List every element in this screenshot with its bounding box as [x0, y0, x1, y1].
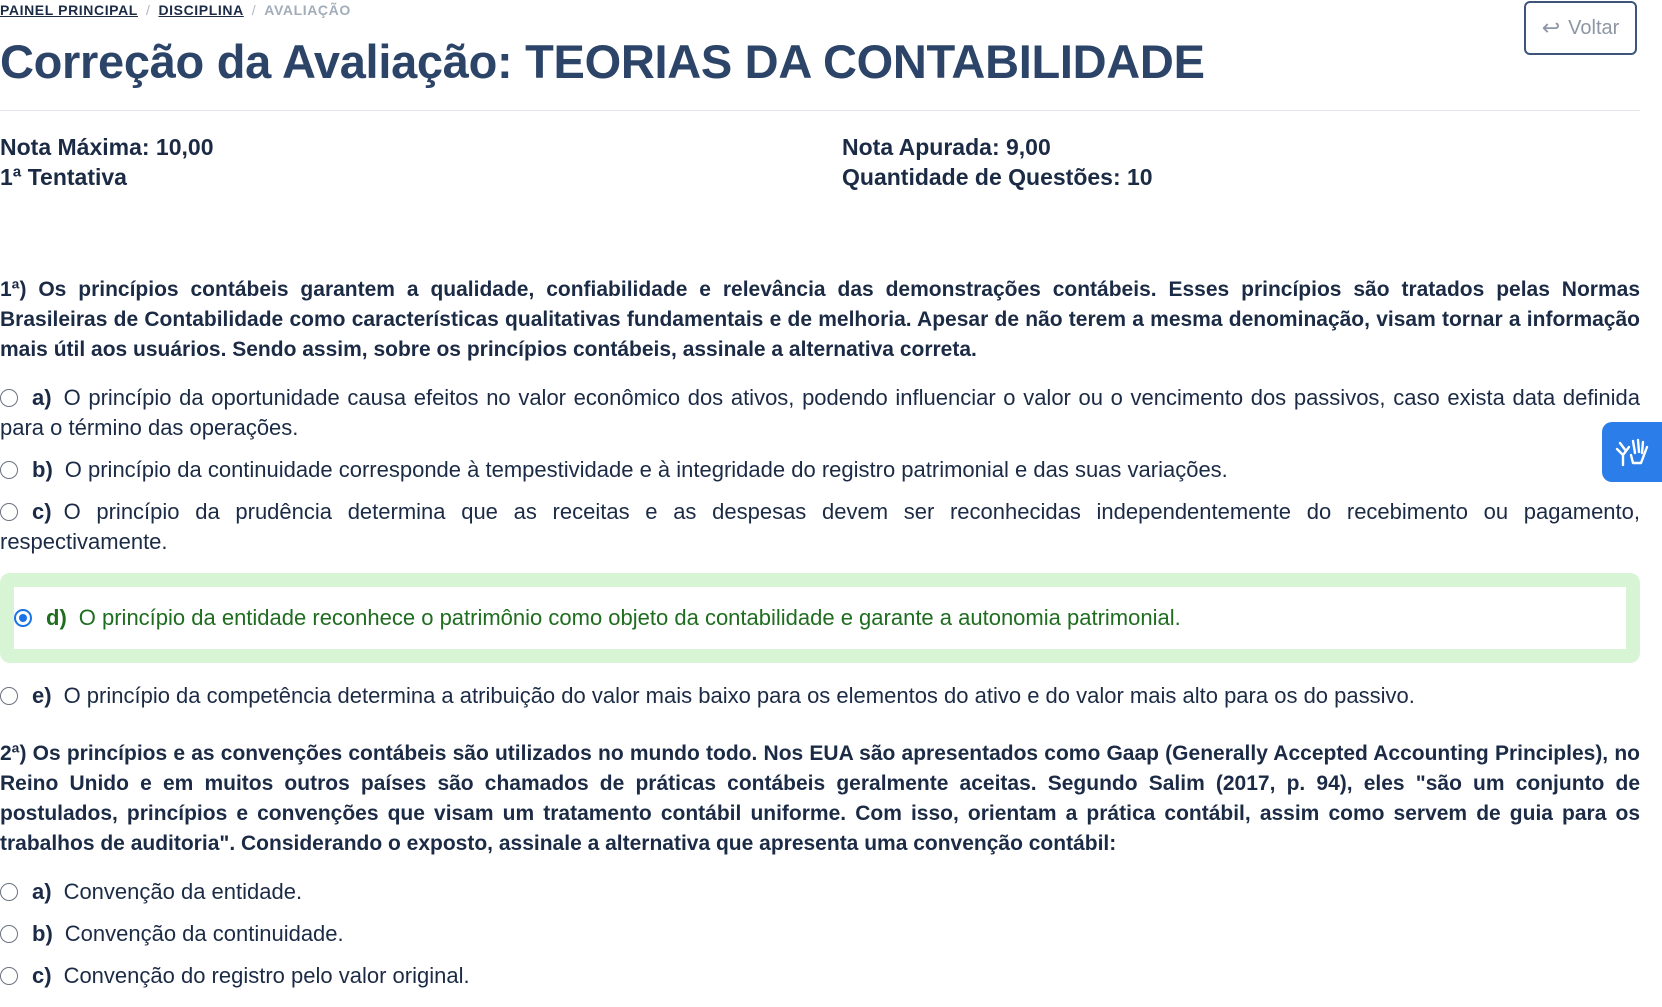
max-grade: Nota Máxima: 10,00	[0, 134, 214, 160]
option-a[interactable]	[0, 877, 1640, 907]
radio-button[interactable]	[0, 925, 18, 943]
question-text: 1ª) Os princípios contábeis garantem a qualidade, confiabilidade e relevância das demonstrações contábeis. Esses princípios são tratados pelas Normas Brasileiras de Contabilidade como características qualitativas fundamentais e de melhoria. Apesar de não terem a mesma denominação, visam tornar a informação mais útil aos usuários. Sendo assim, sobre os princípios contábeis, assinale a alternativa correta.	[0, 278, 1640, 361]
option-letter: a)	[32, 879, 52, 904]
option-letter: c)	[32, 499, 52, 524]
option-text: Convenção da entidade.	[63, 879, 303, 904]
option-letter: d)	[46, 605, 67, 630]
summary-right	[842, 132, 1153, 192]
option-b[interactable]	[0, 455, 1640, 485]
option-a[interactable]	[0, 383, 1640, 443]
option-c[interactable]	[0, 497, 1640, 557]
option-e[interactable]	[0, 681, 1640, 711]
attempt-number: 1ª Tentativa	[0, 164, 127, 190]
summary-left	[0, 132, 213, 192]
questions-list	[0, 275, 1640, 1003]
option-text: O princípio da prudência determina que as receitas e as despesas devem ser reconhecidas independentemente do recebimento ou pagamento, respectivamente.	[0, 499, 1640, 554]
radio-button[interactable]	[0, 967, 18, 985]
breadcrumb-link-painel-principal[interactable]: PAINEL PRINCIPAL	[0, 2, 138, 18]
option-d-selected-correct[interactable]	[0, 573, 1640, 663]
option-text: Convenção do registro pelo valor original.	[63, 963, 470, 988]
option-letter: e)	[32, 683, 52, 708]
radio-button-checked[interactable]	[14, 609, 32, 627]
option-letter: a)	[32, 385, 52, 410]
option-c[interactable]	[0, 961, 1640, 991]
question-1	[0, 275, 1640, 711]
breadcrumb-current: AVALIAÇÃO	[264, 2, 351, 18]
return-arrow-icon: ↩	[1541, 15, 1561, 40]
page-title: Correção da Avaliação: TEORIAS DA CONTABILIDADE	[0, 35, 1205, 88]
option-letter: b)	[32, 921, 53, 946]
breadcrumb-separator: /	[251, 2, 257, 18]
sign-language-hands-icon	[1613, 435, 1651, 469]
back-button-label: Voltar	[1568, 16, 1620, 39]
option-b[interactable]	[0, 919, 1640, 949]
radio-button[interactable]	[0, 687, 18, 705]
radio-button[interactable]	[0, 883, 18, 901]
option-text: Convenção da continuidade.	[64, 921, 344, 946]
option-letter: c)	[32, 963, 52, 988]
breadcrumb	[0, 2, 351, 18]
question-count: Quantidade de Questões: 10	[842, 164, 1153, 190]
breadcrumb-link-disciplina[interactable]: DISCIPLINA	[158, 2, 244, 18]
option-letter: b)	[32, 457, 53, 482]
radio-button[interactable]	[0, 389, 18, 407]
option-text: O princípio da oportunidade causa efeitos no valor econômico dos ativos, podendo influenciar o valor ou o vencimento dos passivos, caso exista data definida para o término das operações.	[0, 385, 1640, 440]
breadcrumb-separator: /	[145, 2, 151, 18]
title-divider	[0, 110, 1640, 111]
back-button[interactable]	[1524, 1, 1637, 55]
radio-button[interactable]	[0, 461, 18, 479]
question-text: 2ª) Os princípios e as convenções contábeis são utilizados no mundo todo. Nos EUA são apresentados como Gaap (Generally Accepted Accounting Principles), no Reino Unido e em muitos outros países são chamados de práticas contábeis geralmente aceitas. Segundo Salim (2017, p. 94), eles "são um conjunto de postulados, princípios e convenções que visam um tratamento contábil uniforme. Com isso, orientam a prática contábil, assim como servem de guia para os trabalhos de auditoria". Considerando o exposto, assinale a alternativa que apresenta uma convenção contábil:	[0, 742, 1640, 855]
option-text: O princípio da continuidade corresponde à tempestividade e à integridade do registro patrimonial e das suas variações.	[64, 457, 1228, 482]
question-2	[0, 739, 1640, 991]
radio-button[interactable]	[0, 503, 18, 521]
option-text: O princípio da entidade reconhece o patrimônio como objeto da contabilidade e garante a autonomia patrimonial.	[78, 605, 1181, 630]
obtained-grade: Nota Apurada: 9,00	[842, 134, 1051, 160]
option-text: O princípio da competência determina a atribuição do valor mais baixo para os elementos do ativo e do valor mais alto para os do passivo.	[63, 683, 1415, 708]
accessibility-widget-button[interactable]	[1602, 422, 1662, 482]
